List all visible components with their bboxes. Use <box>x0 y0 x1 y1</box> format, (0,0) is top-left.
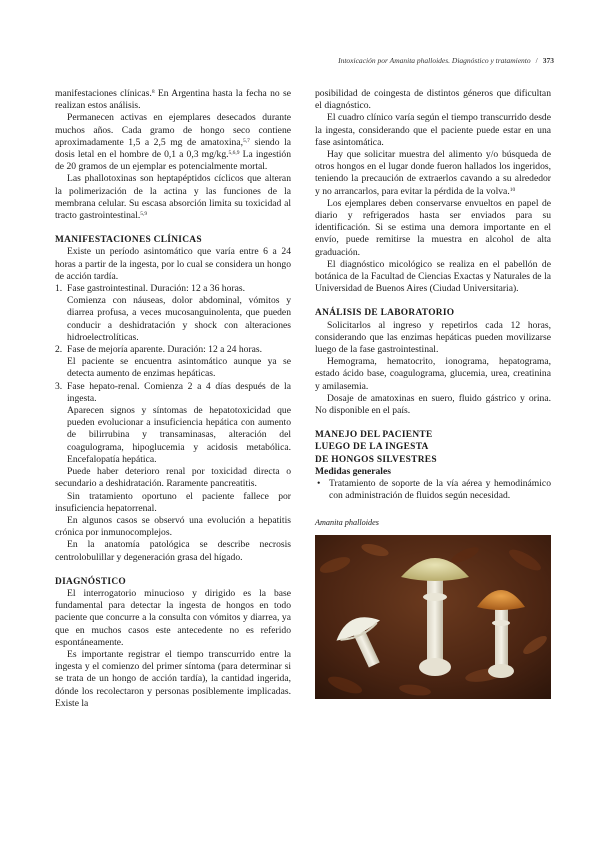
bullet-item: • Tratamiento de soporte de la vía aérea y hemodinámico con administración de fluidos según necesidad. <box>317 478 551 502</box>
header-separator: / <box>535 56 538 65</box>
section-heading-diagnostico: DIAGNÓSTICO <box>55 576 127 587</box>
list-item: 3. Fase hepato-renal. Comienza 2 a 4 días después de la ingesta. Aparecen signos y síntomas de hepatotoxicidad que pueden evolucionar a insuficiencia hepática con aumento de bilirrubina y transaminasas, alteración del coagulograma, hipoglucemia y acidosis metabólica. Encefalopatía hepática. <box>55 380 291 465</box>
right-column <box>315 88 551 699</box>
paragraph: Las phallotoxinas son heptapéptidos cíclicos que alteran la polimerización de la actina y las funciones de la membrana celular. Su escasa absorción limita su toxicidad al tracto gastrointestinal.$^{5,9}$ <box>55 173 291 222</box>
section-heading-manifestaciones: MANIFESTACIONES CLÍNICAS <box>55 235 202 246</box>
paragraph: El diagnóstico micológico se realiza en el pabellón de botánica de la Facultad de Ciencias Exactas y Naturales de la Universidad de Buenos Aires (Ciudad Universitaria). <box>315 258 551 295</box>
paragraph: Hay que solicitar muestra del alimento y/o búsqueda de otros hongos en el lugar donde fueron hallados los ingeridos, teniendo la precaución de extraerlos cavando a su alrededor y no arrancarlos, para evitar la pérdida de la volva.$^{10}$ <box>315 149 551 197</box>
figure-caption: Amanita phalloides <box>315 517 379 527</box>
running-header <box>338 56 554 65</box>
paragraph: El interrogatorio minucioso y dirigido es la base fundamental para detectar la ingesta de hongos en todo paciente que concurre a la consulta con vómitos y diarrea, ya que en muchos casos este antecedente no es referido espontáneamente. <box>55 587 291 648</box>
paragraph: En algunos casos se observó una evolución a hepatitis crónica por inmunocomplejos. <box>55 514 291 539</box>
subheading-medidas-generales: Medidas generales <box>315 465 391 477</box>
paragraph: El cuadro clínico varía según el tiempo transcurrido desde la ingesta, considerando que el paciente puede estar en una fase asintomática. <box>315 112 551 148</box>
paragraph: Sin tratamiento oportuno el paciente fallece por insuficiencia hepatorrenal. <box>55 490 291 514</box>
list-item: 1. Fase gastrointestinal. Duración: 12 a 36 horas. Comienza con náuseas, dolor abdominal, vómitos y diarrea profusa, a veces mucosanguinolenta, que pueden conducir a deshidratación y shock con alteraciones hidroelectrolíticas. <box>55 283 291 343</box>
paragraph: Dosaje de amatoxinas en suero, fluido gástrico y orina. No disponible en el país. <box>315 392 551 417</box>
paragraph: Permanecen activas en ejemplares desecados durante muchos años. Cada gramo de hongo seco contiene aproximadamente 1,5 a 2,5 mg de amatoxina,$^{5,7}$ siendo la dosis letal en el hombre de 0,1 a 0,3 mg/kg.$^{5,6,9}$ La ingestión de 20 gramos de un ejemplar es potencialmente mortal. <box>55 112 291 173</box>
paragraph: En la anatomía patológica se describe necrosis centrolobulillar y degeneración grasa del hígado. <box>55 539 291 563</box>
header-title: Intoxicación por Amanita phalloides. Diagnóstico y tratamiento <box>338 56 531 65</box>
paragraph: Es importante registrar el tiempo transcurrido entre la ingesta y el comienzo del primer síntoma (para determinar si se trata de un hongo de acción tardía), la cantidad ingerida, dónde los recolectaron y personas posiblemente implicadas. Existe la <box>55 648 291 709</box>
paragraph: Los ejemplares deben conservarse envueltos en papel de diario y refrigerados hasta ser enviados para su identificación. Si se estima una demora importante en el envío, puede remitirse la muestra en alcohol de alta graduación. <box>315 197 551 258</box>
left-column <box>55 88 291 710</box>
paragraph: Hemograma, hematocrito, ionograma, hepatograma, estado ácido base, coagulograma, glucemia, urea, creatinina y amilasemia. <box>315 356 551 392</box>
page-number: 373 <box>542 56 554 65</box>
paragraph: Solicitarlos al ingreso y repetirlos cada 12 horas, considerando que las enzimas hepáticas pueden movilizarse luego de la fase gastrointestinal. <box>315 319 551 356</box>
section-heading-laboratorio: ANÁLISIS DE LABORATORIO <box>315 308 455 319</box>
amanita-photo-illustration <box>315 535 551 699</box>
bullet-icon: • <box>317 478 321 490</box>
mushroom-photo <box>315 535 551 699</box>
paragraph: manifestaciones clínicas.$^8$ En Argentina hasta la fecha no se realizan estos análisis. <box>55 88 291 112</box>
paragraph: Existe un período asintomático que varía entre 6 a 24 horas a partir de la ingesta, por lo cual se considera un hongo de acción tardía. <box>55 246 291 282</box>
paragraph: Puede haber deterioro renal por toxicidad directa o secundario a deshidratación. Raramente pancreatitis. <box>55 466 291 490</box>
paragraph: posibilidad de coingesta de distintos géneros que dificultan el diagnóstico. <box>315 88 551 112</box>
list-item: 2. Fase de mejoría aparente. Duración: 12 a 24 horas. El paciente se encuentra asintomático aunque ya se detecta aumento de enzimas hepáticas. <box>55 344 291 380</box>
section-heading-manejo: MANEJO DEL PACIENTE LUEGO DE LA INGESTA DE HONGOS SILVESTRES <box>315 430 437 465</box>
